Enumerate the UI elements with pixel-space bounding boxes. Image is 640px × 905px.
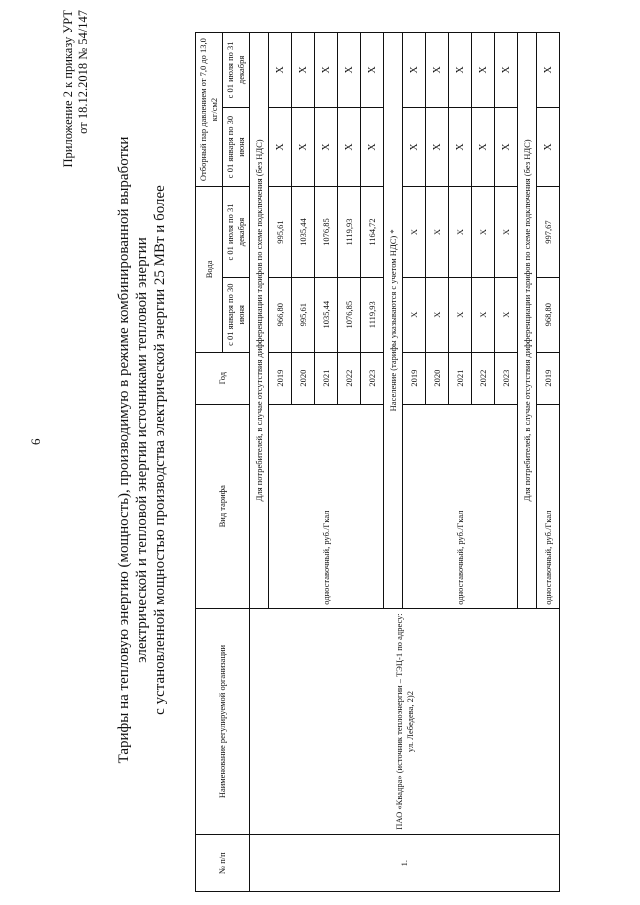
steam-h1-cell: X — [403, 107, 426, 186]
steam-h2-cell: X — [449, 33, 472, 108]
steam-h1-cell: X — [361, 107, 384, 186]
water-h2-cell: X — [426, 187, 449, 278]
year-cell: 2021 — [449, 352, 472, 404]
water-h2-cell: X — [403, 187, 426, 278]
header-steam-h2: с 01 июля по 31 декабря — [223, 33, 250, 108]
steam-h1-cell: X — [338, 107, 361, 186]
water-h1-cell: X — [426, 277, 449, 352]
steam-h2-cell: X — [315, 33, 338, 108]
title-line-3: с установленной мощностью производства электрической энергии 25 МВт и более — [152, 185, 168, 715]
tariff-table — [195, 32, 560, 892]
water-h1-cell: X — [472, 277, 495, 352]
water-h2-cell: 1119,93 — [338, 187, 361, 278]
steam-h2-cell: X — [338, 33, 361, 108]
organization-name: ПАО «Квадра» (источник теплоэнергии – ТЭЦ-1 по адресу: ул. Лебедева, 2)2 — [250, 608, 560, 835]
year-cell: 2021 — [315, 352, 338, 404]
water-h2-cell: X — [472, 187, 495, 278]
water-h2-cell: X — [495, 187, 518, 278]
tariff-type-cell: одноставочный, руб./Гкал — [537, 404, 560, 608]
header-num: № п/п — [196, 835, 250, 892]
appendix-line-1: Приложение 2 к приказу УРТ — [61, 10, 75, 168]
water-h2-cell: 997,67 — [537, 187, 560, 278]
steam-h1-cell: X — [426, 107, 449, 186]
steam-h1-cell: X — [292, 107, 315, 186]
steam-h1-cell: X — [269, 107, 292, 186]
header-org: Наименование регулируемой организации — [196, 608, 250, 835]
water-h2-cell: 995,61 — [269, 187, 292, 278]
steam-h1-cell: X — [315, 107, 338, 186]
steam-h1-cell: X — [449, 107, 472, 186]
title-line-1: Тарифы на тепловую энергию (мощность), производимую в режиме комбинированной выработки — [116, 136, 132, 764]
water-h2-cell: 1164,72 — [361, 187, 384, 278]
section-label: Для потребителей, в случае отсутствия дифференциации тарифов по схеме подключения (без НДС) — [518, 33, 537, 609]
appendix-line-2: от 18.12.2018 № 54/147 — [76, 10, 90, 134]
steam-h2-cell: X — [495, 33, 518, 108]
header-year: Год — [196, 352, 250, 404]
year-cell: 2023 — [361, 352, 384, 404]
water-h1-cell: X — [403, 277, 426, 352]
header-water-h2: с 01 июля по 31 декабря — [223, 187, 250, 278]
year-cell: 2022 — [472, 352, 495, 404]
water-h2-cell: 1076,85 — [315, 187, 338, 278]
steam-h2-cell: X — [537, 33, 560, 108]
title-line-2: электрической и тепловой энергии источниками тепловой энергии — [134, 237, 150, 663]
steam-h2-cell: X — [269, 33, 292, 108]
year-cell: 2019 — [403, 352, 426, 404]
year-cell: 2023 — [495, 352, 518, 404]
section-label: Для потребителей, в случае отсутствия дифференциации тарифов по схеме подключения (без НДС) — [250, 33, 269, 609]
tariff-type-cell: одноставочный, руб./Гкал — [403, 404, 518, 608]
steam-h1-cell: X — [537, 107, 560, 186]
document-title — [115, 90, 169, 810]
water-h1-cell: 1076,85 — [338, 277, 361, 352]
header-tariff-type: Вид тарифа — [196, 404, 250, 608]
water-h2-cell: X — [449, 187, 472, 278]
section-label: Население (тарифы указываются с учетом НДС) * — [384, 33, 403, 609]
steam-h2-cell: X — [472, 33, 495, 108]
header-steam: Отборный пар давлением от 7,0 до 13,0 кг/см2 — [196, 33, 223, 187]
header-water-h1: с 01 января по 30 июня — [223, 277, 250, 352]
water-h2-cell: 1035,44 — [292, 187, 315, 278]
water-h1-cell: 1119,93 — [361, 277, 384, 352]
steam-h1-cell: X — [472, 107, 495, 186]
steam-h2-cell: X — [292, 33, 315, 108]
water-h1-cell: 995,61 — [292, 277, 315, 352]
year-cell: 2020 — [292, 352, 315, 404]
header-steam-h1: с 01 января по 30 июня — [223, 107, 250, 186]
header-water: Вода — [196, 187, 223, 352]
tariff-type-cell: одноставочный, руб./Гкал — [269, 404, 384, 608]
row-number: 1. — [250, 835, 560, 892]
year-cell: 2020 — [426, 352, 449, 404]
steam-h2-cell: X — [361, 33, 384, 108]
page-number: 6 — [28, 438, 43, 445]
year-cell: 2019 — [269, 352, 292, 404]
steam-h2-cell: X — [426, 33, 449, 108]
section-row — [250, 33, 269, 892]
water-h1-cell: 968,80 — [537, 277, 560, 352]
water-h1-cell: X — [449, 277, 472, 352]
steam-h2-cell: X — [403, 33, 426, 108]
steam-h1-cell: X — [495, 107, 518, 186]
year-cell: 2019 — [537, 352, 560, 404]
header-row-1 — [196, 33, 223, 892]
water-h1-cell: 1035,44 — [315, 277, 338, 352]
water-h1-cell: X — [495, 277, 518, 352]
water-h1-cell: 966,80 — [269, 277, 292, 352]
year-cell: 2022 — [338, 352, 361, 404]
appendix-note — [61, 10, 91, 168]
